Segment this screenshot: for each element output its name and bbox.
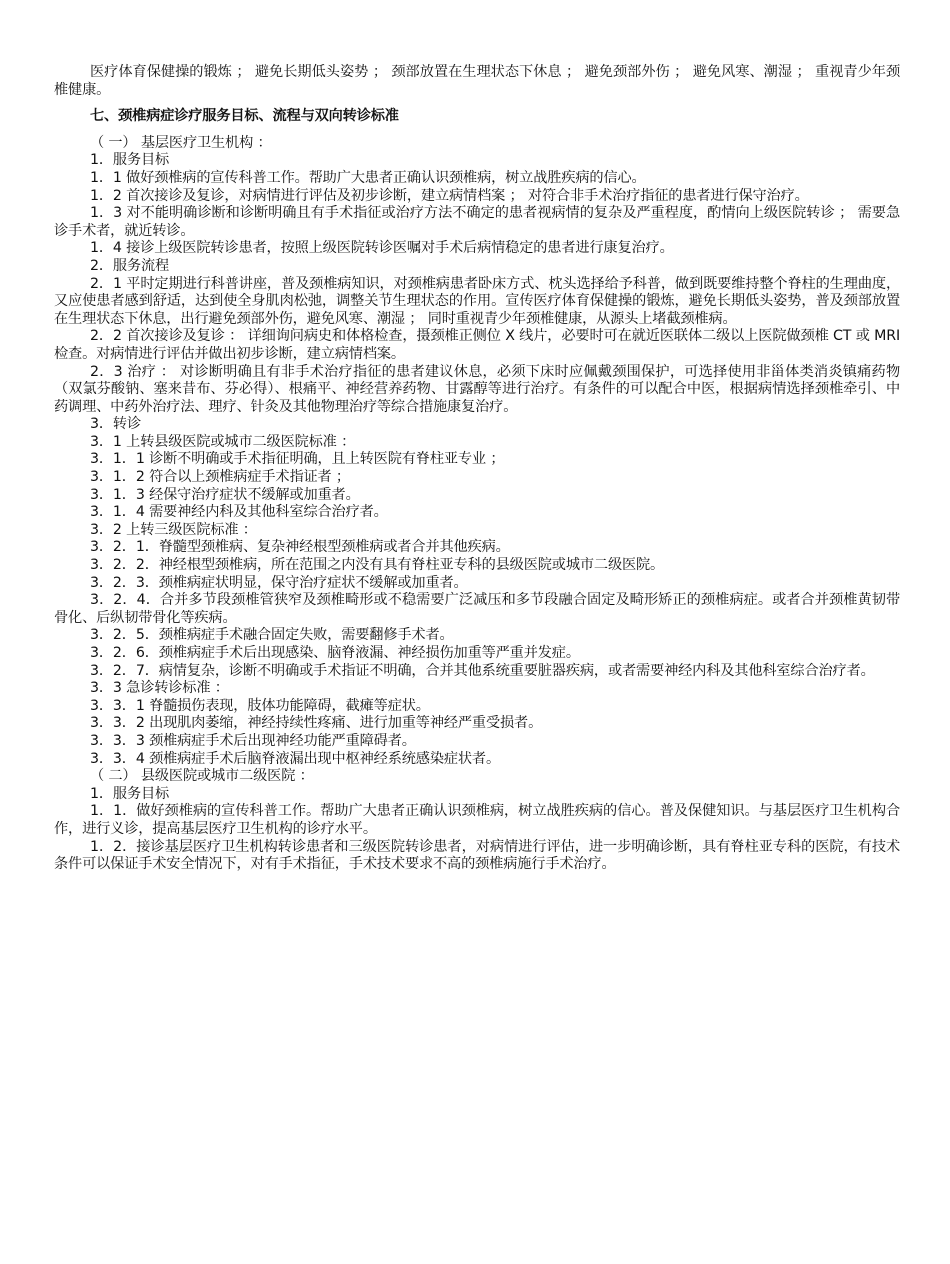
paragraph-3-2-3: 3．2．3．颈椎病症状明显，保守治疗症状不缓解或加重者。 xyxy=(90,574,468,591)
paragraph-intro-continued: 医疗体育保健操的锻炼 ； 避免长期低头姿势 ； 颈部放置在生理状态下休息 ； 避免颈部外伤 ； 避免风寒、潮湿 ； 重视青少年颈椎健康。 xyxy=(54,64,900,98)
paragraph-3-1-1: 3．1．1 诊断不明确或手术指征明确，且上转医院有脊柱亚专业 ； xyxy=(90,451,505,468)
paragraph-3-1-3: 3．1．3 经保守治疗症状不缓解或加重者。 xyxy=(90,486,360,503)
paragraph-1-4: 1．4 接诊上级医院转诊患者，按照上级医院转诊医嘱对手术后病情稳定的患者进行康复治疗。 xyxy=(90,240,674,257)
paragraph-3-2-4: 3．2．4．合并多节段颈椎管狭窄及颈椎畸形或不稳需要广泛减压和多节段融合固定及畸形矫正的颈椎病症。或者合并颈椎黄韧带骨化、后纵韧带骨化等疾病。 xyxy=(54,592,900,626)
paragraph-1-2: 1．2 首次接诊及复诊，对病情进行评估及初步诊断，建立病情档案 ； 对符合非手术治疗指征的患者进行保守治疗。 xyxy=(90,187,809,204)
document-page xyxy=(54,64,900,874)
paragraph-county-service-goals: 1．服务目标 xyxy=(90,785,170,802)
paragraph-county-1-2: 1．2．接诊基层医疗卫生机构转诊患者和三级医院转诊患者，对病情进行评估，进一步明确诊断，具有脊柱亚专科的医院，有技术条件可以保证手术安全情况下，对有手术指征，手术技术要求不高的颈椎病施行手术治疗。 xyxy=(54,838,900,873)
paragraph-3-3-1: 3．3．1 脊髓损伤表现，肢体功能障碍，截瘫等症状。 xyxy=(90,697,430,714)
paragraph-3-3-4: 3．3．4 颈椎病症手术后脑脊液漏出现中枢神经系统感染症状者。 xyxy=(90,750,501,767)
paragraph-3-2-6: 3．2．6．颈椎病症手术后出现感染、脑脊液漏、神经损伤加重等严重并发症。 xyxy=(90,645,580,661)
paragraph-3-3: 3．3 急诊转诊标准 ： xyxy=(90,680,229,697)
paragraph-referral: 3．转诊 xyxy=(90,416,141,433)
paragraph-3-1: 3．1 上转县级医院或城市二级医院标准 ： xyxy=(90,433,356,450)
paragraph-3-1-4: 3．1．4 需要神经内科及其他科室综合治疗者。 xyxy=(90,504,388,521)
paragraph-county-1-1: 1．1．做好颈椎病的宣传科普工作。帮助广大患者正确认识颈椎病，树立战胜疾病的信心。普及保健知识。与基层医疗卫生机构合作，进行义诊，提高基层医疗卫生机构的诊疗水平。 xyxy=(54,803,900,837)
paragraph-3-3-3: 3．3．3 颈椎病症手术后出现神经功能严重障碍者。 xyxy=(90,732,416,749)
section-heading: 七、颈椎病症诊疗服务目标、流程与双向转诊标准 xyxy=(90,108,399,125)
subheading-primary-care: （ 一） 基层医疗卫生机构 ： xyxy=(90,134,272,151)
paragraph-3-2-7: 3．2．7．病情复杂，诊断不明确或手术指证不明确，合并其他系统重要脏器疾病，或者需要神经内科及其他科室综合治疗者。 xyxy=(90,662,875,679)
paragraph-2-1: 2．1 平时定期进行科普讲座，普及颈椎病知识，对颈椎病患者卧床方式、枕头选择给予科普，做到既要维持整个脊柱的生理曲度，又应使患者感到舒适，达到使全身肌肉松弛，调整关节生理状态的作用。宣传医疗体育保健操的锻炼，避免长期低头姿势，普及颈部放置在生理状态下休息，出行避免颈部外伤，避免风寒、潮湿 ； 同时重视青少年颈椎健康，从源头上堵截颈椎病。 xyxy=(54,275,900,327)
paragraph-3-1-2: 3．1．2 符合以上颈椎病症手术指证者 ； xyxy=(90,469,350,486)
paragraph-3-2: 3．2 上转三级医院标准 ： xyxy=(90,521,257,538)
paragraph-service-process: 2．服务流程 xyxy=(90,257,170,274)
paragraph-3-3-2: 3．3．2 出现肌肉萎缩，神经持续性疼痛、进行加重等神经严重受损者。 xyxy=(90,715,543,732)
paragraph-3-2-5: 3．2．5．颈椎病症手术融合固定失败，需要翻修手术者。 xyxy=(90,627,454,644)
paragraph-1-1: 1．1 做好颈椎病的宣传科普工作。帮助广大患者正确认识颈椎病，树立战胜疾病的信心。 xyxy=(90,169,646,186)
paragraph-2-3: 2．3 治疗 ： 对诊断明确且有非手术治疗指征的患者建议休息，必须下床时应佩戴颈围保护，可选择使用非甾体类消炎镇痛药物（双氯芬酸钠、塞来昔布、芬必得）、根痛平、神经营养药物、甘露醇等进行治疗。有条件的可以配合中医，根据病情选择颈椎牵引、中药调理、中药外治疗法、理疗、针灸及其他物理治疗等综合措施康复治疗。 xyxy=(54,363,900,415)
paragraph-3-2-2: 3．2．2．神经根型颈椎病，所在范围之内没有具有脊柱亚专科的县级医院或城市二级医院。 xyxy=(90,557,665,574)
subheading-county-hospital: （ 二） 县级医院或城市二级医院 ： xyxy=(90,768,314,785)
paragraph-1-3: 1．3 对不能明确诊断和诊断明确且有手术指征或治疗方法不确定的患者视病情的复杂及严重程度，酌情向上级医院转诊 ； 需要急诊手术者，就近转诊。 xyxy=(54,205,900,239)
paragraph-3-2-1: 3．2．1．脊髓型颈椎病、复杂神经根型颈椎病或者合并其他疾病。 xyxy=(90,539,510,556)
paragraph-service-goals: 1．服务目标 xyxy=(90,152,170,169)
paragraph-2-2: 2．2 首次接诊及复诊 ： 详细询问病史和体格检查，摄颈椎正侧位 X 线片，必要时可在就近医联体二级以上医院做颈椎 CT 或 MRI 检查。对病情进行评估并做出初步诊断，建立病情档案。 xyxy=(54,328,900,362)
